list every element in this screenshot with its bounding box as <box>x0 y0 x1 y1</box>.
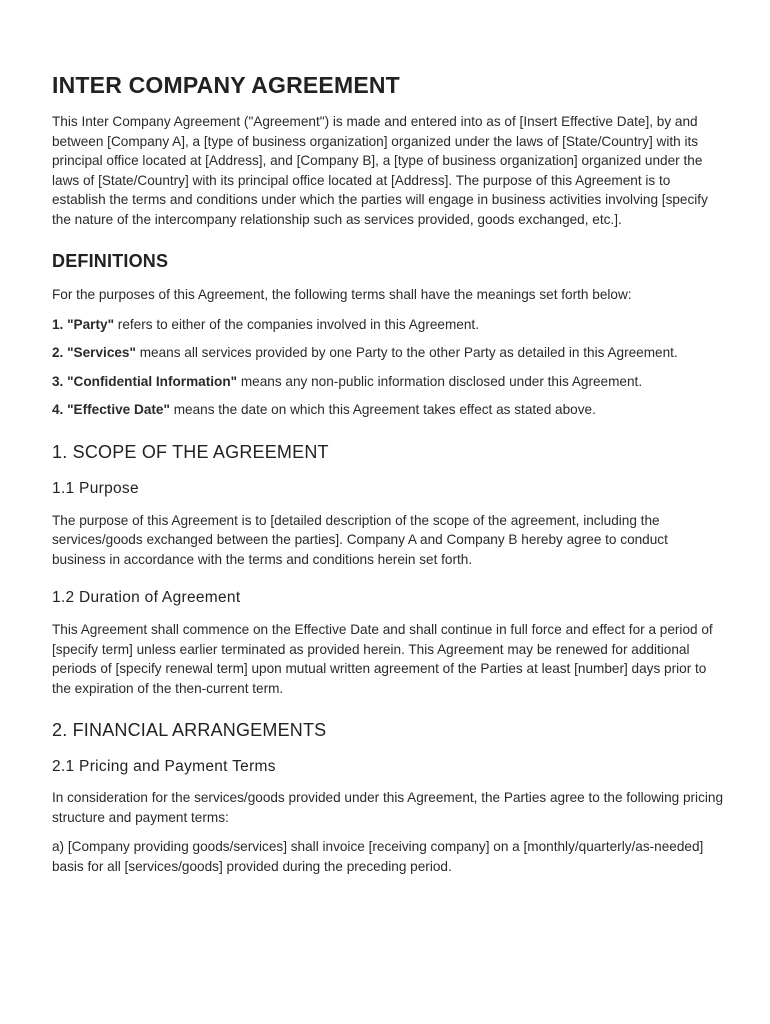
document-title: INTER COMPANY AGREEMENT <box>52 72 400 98</box>
intro-paragraph: This Inter Company Agreement ("Agreement") is made and entered into as of [Insert Effective Date], by and between [Company A], a [type of business organization] organized under the laws of [State/Country] with its principal office located at [Address], and [Company B], a [type of business organization] organized under the laws of [State/Country] with its principal office located at [Address]. The purpose of this Agreement is to establish the terms and conditions under which the parties will engage in business activities involving [specify the nature of the intercompany relationship such as services provided, goods exchanged, etc.]. <box>52 114 708 227</box>
document-page <box>52 70 724 876</box>
purpose-subheading: 1.1 Purpose <box>52 479 139 497</box>
definition-item <box>52 400 724 420</box>
pricing-item-a: a) [Company providing goods/services] shall invoice [receiving company] on a [monthly/quarterly/as-needed] basis for all [services/goods] provided during the preceding period. <box>52 839 704 874</box>
duration-paragraph: This Agreement shall commence on the Effective Date and shall continue in full force and effect for a period of [specify term] unless earlier terminated as provided herein. This Agreement may be renewed for additional periods of [specify renewal term] upon mutual written agreement of the Parties at least [number] days prior to the expiration of the then-current term. <box>52 622 713 696</box>
definition-item <box>52 343 724 363</box>
definition-item <box>52 372 724 392</box>
definitions-lead: For the purposes of this Agreement, the following terms shall have the meanings set forth below: <box>52 287 632 302</box>
scope-heading: 1. SCOPE OF THE AGREEMENT <box>52 441 329 462</box>
pricing-paragraph: In consideration for the services/goods provided under this Agreement, the Parties agree to the following pricing structure and payment terms: <box>52 790 724 825</box>
definition-term: 4. "Effective Date" <box>52 402 170 417</box>
definition-text: means the date on which this Agreement takes effect as stated above. <box>169 402 596 417</box>
definition-item <box>52 315 724 335</box>
definition-text: means any non-public information disclosed under this Agreement. <box>237 373 643 389</box>
financial-heading: 2. FINANCIAL ARRANGEMENTS <box>52 720 327 740</box>
definition-term: 1. "Party" <box>52 316 115 332</box>
purpose-paragraph: The purpose of this Agreement is to [detailed description of the scope of the agreement, including the services/goods exchanged between the parties]. Company A and Company B hereby agree to conduct business in accordance with the terms and conditions herein set forth. <box>52 512 668 567</box>
definition-text: refers to either of the companies involved in this Agreement. <box>114 316 479 332</box>
definitions-heading-text: DEFINITIONS <box>52 251 169 271</box>
duration-subheading: 1.2 Duration of Agreement <box>52 589 241 606</box>
pricing-subheading: 2.1 Pricing and Payment Terms <box>52 758 276 775</box>
definitions-heading <box>52 249 724 273</box>
definition-term: 3. "Confidential Information" <box>52 373 238 389</box>
definition-text: means all services provided by one Party to the other Party as detailed in this Agreement. <box>135 345 678 360</box>
definition-term: 2. "Services" <box>52 345 136 360</box>
